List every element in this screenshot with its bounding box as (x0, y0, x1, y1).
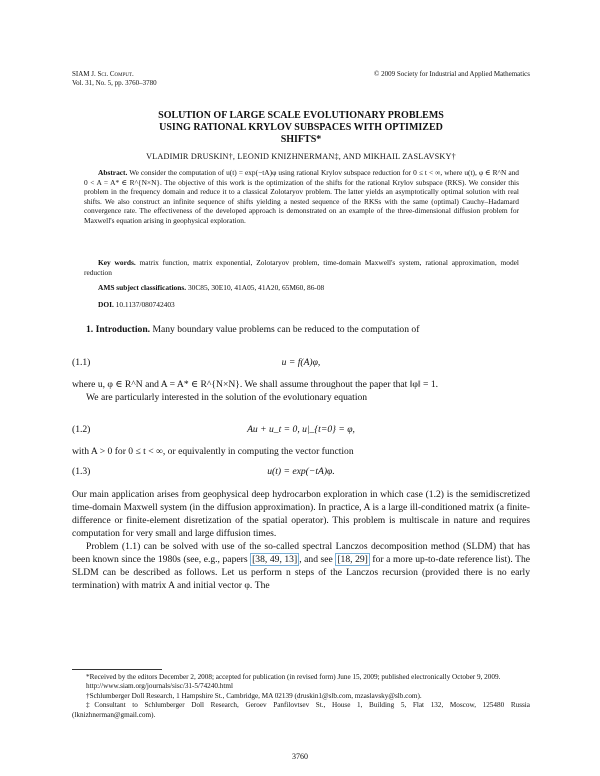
footnote-2: †Schlumberger Doll Research, 1 Hampshire St., Cambridge, MA 02139 (druskin1@slb.com, mzaslavsky@slb.com). (86, 691, 422, 700)
intro-p6 (72, 540, 530, 592)
ams-label: AMS subject classifications. (98, 283, 187, 292)
section-heading: 1. Introduction. (86, 324, 151, 335)
title-line-2: USING RATIONAL KRYLOV SUBSPACES WITH OPTIMIZED (159, 122, 443, 133)
title-line-3: SHIFTS* (280, 134, 322, 145)
keywords (84, 258, 519, 277)
abstract-text: We consider the computation of u(t) = exp(−tA)φ using rational Krylov subspace reduction for 0 ≤ t < ∞, where u(t), φ ∈ R^N and 0 < A = A* ∈ R^{N×N}. The objective of this work is the optimization of the shifts for the rational Krylov subspace (RKS). We consider this problem in the frequency domain and reduce it to a classical Zolotaryov problem. The latter yields an asymptotically optimal solution with real shifts. We also construct an infinite sequence of shifts yielding a nested sequence of the RKSs with the same (optimal) Cauchy–Hadamard convergence rate. The effectiveness of the developed approach is demonstrated on an example of the three-dimensional diffusion problem for Maxwell's equation arising in geophysical exploration. (84, 168, 519, 225)
citation-link-1[interactable]: [38, 49, 13] (252, 554, 298, 565)
ams-text: 30C85, 30E10, 41A05, 41A20, 65M60, 86-08 (187, 283, 325, 292)
journal-name: SIAM J. Sci. Comput. (72, 70, 134, 78)
abstract-label: Abstract. (98, 168, 128, 177)
copyright-notice: © 2009 Society for Industrial and Applied Mathematics (374, 70, 530, 78)
equation-1-3 (72, 466, 530, 480)
equation-number: (1.3) (72, 466, 91, 477)
intro-p6-text-a: Problem (1.1) can be solved with use of the so-called spectral Lanczos decomposition method (SLDM) that has been known since the 1980s (see, e.g., papers (72, 541, 530, 565)
title-line-1: SOLUTION OF LARGE SCALE EVOLUTIONARY PROBLEMS (158, 110, 444, 121)
equation-expression: u(t) = exp(−tA)φ. (267, 466, 335, 477)
intro-paragraph-4 (72, 488, 530, 592)
intro-paragraph-1 (72, 323, 530, 336)
keywords-label: Key words. (98, 258, 136, 267)
abstract (84, 168, 519, 226)
intro-p2: where u, φ ∈ R^N and A = A* ∈ R^{N×N}. We shall assume throughout the paper that ‖φ‖ = 1. (72, 379, 439, 390)
intro-p6-text-c: for a more up-to-date reference list). The SLDM can be described as follows. Let us perform n steps of the Lanczos recursion (provided there is no early termination) with matrix A and initial vector φ. The (72, 554, 531, 591)
equation-1-1 (72, 357, 530, 371)
footnote-1: *Received by the editors December 2, 2008; accepted for publication (in revised form) June 15, 2009; published electronically October 9, 2009. (86, 673, 501, 681)
intro-p4: with A > 0 for 0 ≤ t < ∞, or equivalently in computing the vector function (72, 446, 354, 457)
journal-citation (72, 70, 192, 88)
journal-volume: Vol. 31, No. 5, pp. 3760–3780 (72, 79, 157, 87)
footnotes (72, 673, 530, 720)
equation-number: (1.1) (72, 357, 91, 368)
doi (84, 300, 519, 310)
equation-1-2 (72, 424, 530, 438)
page-number: 3760 (292, 752, 308, 761)
citation-link-2[interactable]: [18, 29] (337, 554, 368, 565)
intro-p5: Our main application arises from geophysical deep hydrocarbon exploration in which case (1.2) is the semidiscretized time-domain Maxwell system (in the diffusion approximation). In practice, A is a large ill-conditioned matrix (a finite-difference or finite-element disretization of the spatial operator). This problem is multiscale in nature and requires computation for very small and large diffusion times. (72, 489, 530, 539)
doi-text: 10.1137/080742403 (115, 300, 175, 309)
ams-classifications (84, 283, 519, 293)
doi-label: DOI. (98, 300, 114, 309)
intro-paragraph-3 (72, 445, 530, 458)
paper-title (72, 110, 530, 146)
footnote-3: ‡Consultant to Schlumberger Doll Research, Geroev Panfilovtsev St., House 1, Building 5, Flat 132, Moscow, 125480 Russia (lknizhnerman@gmail.com). (72, 701, 530, 719)
intro-p1: Many boundary value problems can be reduced to the computation of (152, 324, 420, 335)
intro-paragraph-2 (72, 378, 530, 404)
footnote-url[interactable]: http://www.siam.org/journals/sisc/31-5/74240.html (86, 682, 233, 691)
equation-expression: u = f(A)φ, (281, 357, 321, 368)
footnote-rule (72, 669, 162, 670)
keywords-text: matrix function, matrix exponential, Zolotaryov problem, time-domain Maxwell's system, rational approximation, model reduction (84, 258, 519, 277)
intro-p3: We are particularly interested in the solution of the evolutionary equation (86, 392, 368, 403)
intro-p6-text-b: , and see (299, 554, 336, 565)
author-list: VLADIMIR DRUSKIN†, LEONID KNIZHNERMAN‡, AND MIKHAIL ZASLAVSKY† (146, 152, 456, 161)
equation-number: (1.2) (72, 424, 91, 435)
equation-expression: Au + u_t = 0, u|_{t=0} = φ, (247, 424, 355, 435)
